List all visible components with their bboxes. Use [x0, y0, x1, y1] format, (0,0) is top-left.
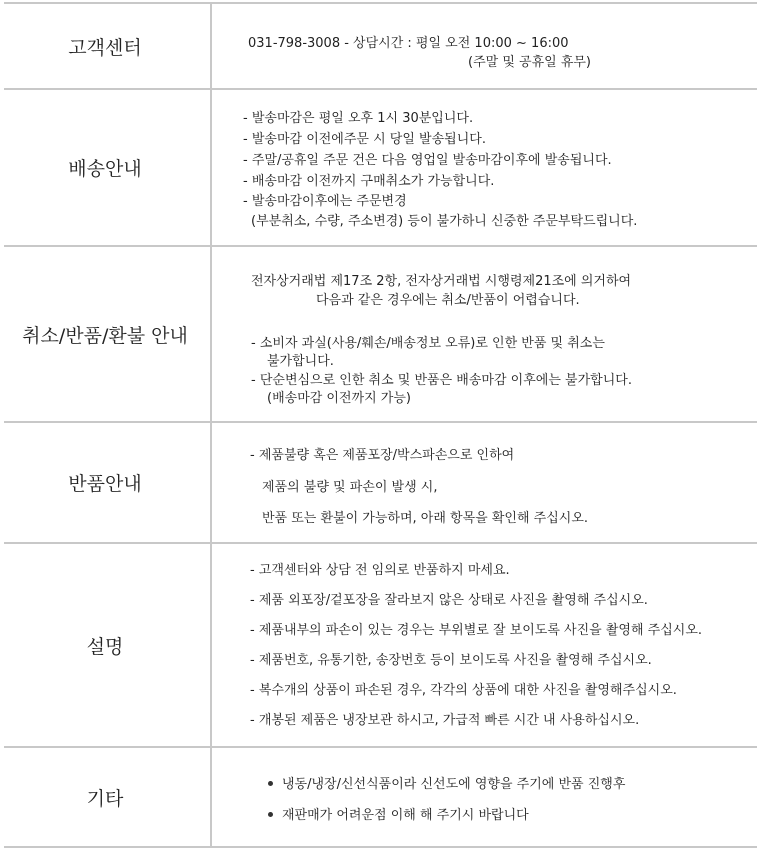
description-line: - 개봉된 제품은 냉장보관 하시고, 가급적 빠른 시간 내 사용하십시오.	[250, 713, 640, 728]
table-row-shipping	[0, 90, 757, 245]
row-label-customer-center: 고객센터	[68, 36, 142, 59]
shipping-line: - 배송마감 이전까지 구매취소가 가능합니다.	[243, 174, 495, 189]
refund-law-line: 전자상거래법 제17조 2항, 전자상거래법 시행령제21조에 의거하여	[251, 274, 632, 289]
refund-condition-line: - 소비자 과실(사용/훼손/배송정보 오류)로 인한 반품 및 취소는	[251, 336, 605, 351]
customer-center-phone-hours: 031-798-3008 - 상담시간 : 평일 오전 10:00 ~ 16:00	[248, 36, 569, 51]
description-line: - 제품 외포장/겉포장을 잘라보지 않은 상태로 사진을 촬영해 주십시오.	[250, 593, 648, 608]
row-content-description	[212, 544, 757, 746]
row-content-etc	[212, 748, 757, 846]
etc-list-item	[268, 804, 529, 823]
table-row-cancel-return-refund	[0, 247, 757, 421]
bullet-icon	[268, 812, 273, 817]
etc-line: 냉동/냉장/신선식품이라 신선도에 영향을 주기에 반품 진행후	[282, 777, 626, 792]
etc-list-item	[268, 773, 625, 792]
shipping-line: - 발송마감 이전에주문 시 당일 발송됩니다.	[243, 132, 486, 147]
table-bottom-border	[4, 846, 757, 848]
description-line: - 고객센터와 상담 전 임의로 반품하지 마세요.	[250, 563, 510, 578]
refund-condition-line: (배송마감 이전까지 가능)	[267, 391, 411, 406]
return-guide-line: 제품의 불량 및 파손이 발생 시,	[262, 480, 438, 495]
shipping-line: - 주말/공휴일 주문 건은 다음 영업일 발송마감이후에 발송됩니다.	[243, 153, 612, 168]
row-label-return-guide: 반품안내	[68, 473, 142, 495]
etc-line: 재판매가 어려운점 이해 해 주기시 바랍니다	[282, 808, 529, 823]
shipping-line: - 발송마감이후에는 주문변경	[243, 194, 407, 209]
return-guide-line: 반품 또는 환불이 가능하며, 아래 항목을 확인해 주십시오.	[262, 511, 589, 526]
bullet-icon	[268, 781, 273, 786]
customer-center-holiday-note: (주말 및 공휴일 휴무)	[468, 55, 592, 70]
description-line: - 제품내부의 파손이 있는 경우는 부위별로 잘 보이도록 사진을 촬영해 주십시오.	[250, 623, 703, 638]
row-content-return-guide	[212, 423, 757, 542]
row-label-cancel-return-refund: 취소/반품/환불 안내	[22, 324, 188, 347]
description-line: - 제품번호, 유통기한, 송장번호 등이 보이도록 사진을 촬영해 주십시오.	[250, 653, 652, 668]
row-content-cancel-return-refund	[212, 247, 757, 421]
refund-condition-line: - 단순변심으로 인한 취소 및 반품은 배송마감 이후에는 불가합니다.	[251, 373, 632, 388]
row-content-shipping	[212, 90, 757, 245]
row-label-etc: 기타	[86, 787, 124, 810]
table-row-etc	[0, 748, 757, 846]
row-label-shipping: 배송안내	[68, 158, 142, 180]
shipping-line: (부분취소, 수량, 주소변경) 등이 불가하니 신중한 주문부탁드립니다.	[251, 214, 638, 229]
table-row-return-guide	[0, 423, 757, 542]
row-label-description: 설명	[86, 635, 124, 658]
shipping-line: - 발송마감은 평일 오후 1시 30분입니다.	[243, 111, 474, 126]
table-row-customer-center	[0, 4, 757, 88]
description-line: - 복수개의 상품이 파손된 경우, 각각의 상품에 대한 사진을 촬영해주십시오.	[250, 683, 677, 698]
return-guide-line: - 제품불량 혹은 제품포장/박스파손으로 인하여	[250, 448, 515, 463]
refund-law-line: 다음과 같은 경우에는 취소/반품이 어렵습니다.	[316, 293, 580, 308]
table-row-description	[0, 544, 757, 746]
row-content-customer-center	[212, 4, 757, 88]
refund-condition-line: 불가합니다.	[267, 354, 334, 369]
